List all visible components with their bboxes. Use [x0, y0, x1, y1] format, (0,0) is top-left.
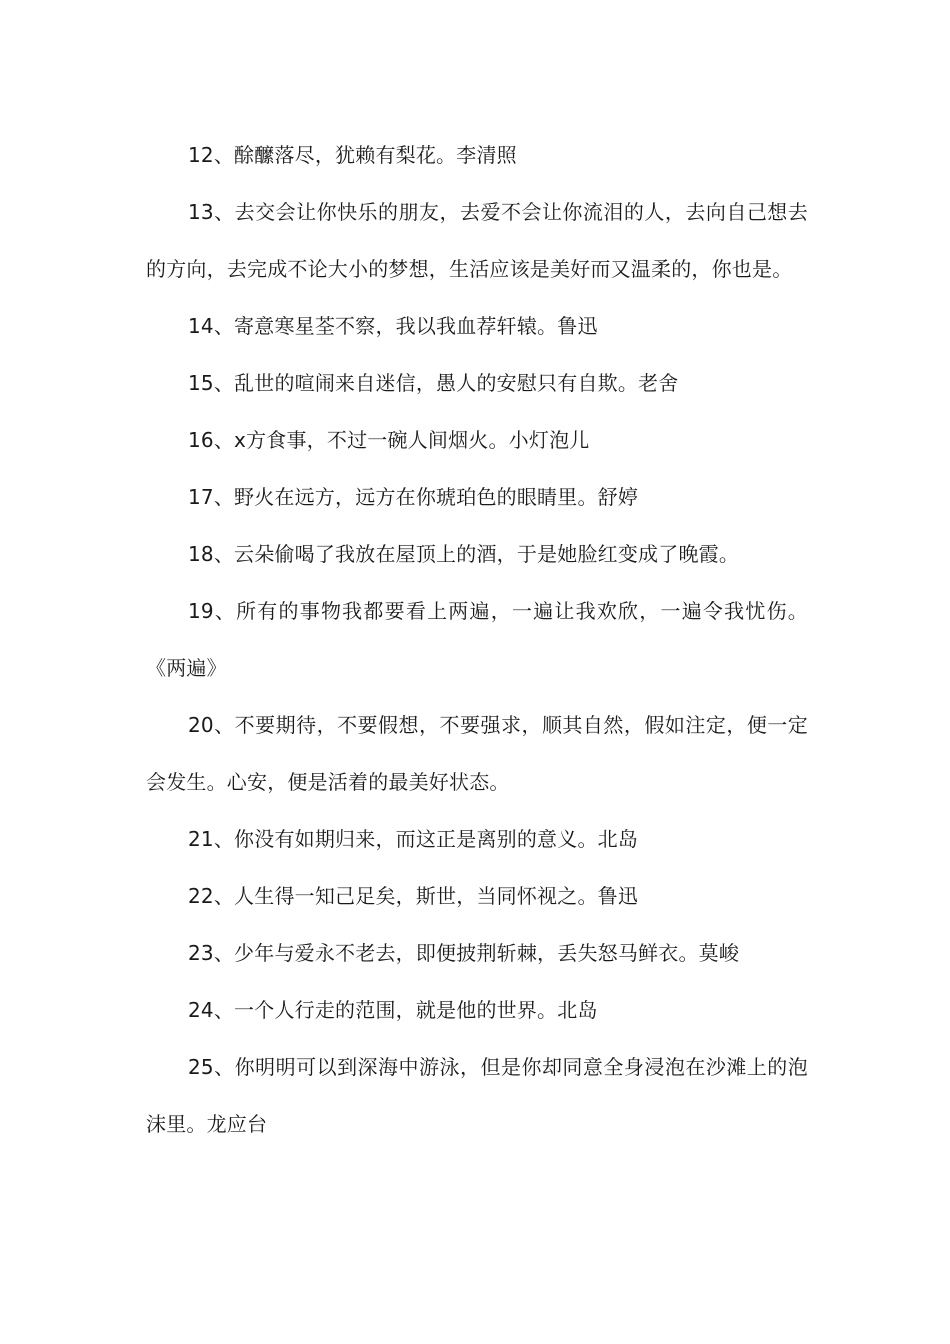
- paragraph-23: 23、少年与爱永不老去，即便披荆斩棘，丢失怒马鲜衣。莫峻: [188, 941, 740, 965]
- paragraph-14: 14、寄意寒星荃不察，我以我血荐轩辕。鲁迅: [188, 314, 598, 338]
- paragraph-22: 22、人生得一知己足矣，斯世，当同怀视之。鲁迅: [188, 884, 639, 908]
- paragraph-17: 17、野火在远方，远方在你琥珀色的眼睛里。舒婷: [188, 485, 639, 509]
- paragraph-13: 13、去交会让你快乐的朋友，去爱不会让你流泪的人，去向自己想去的方向，去完成不论大小的梦想，生活应该是美好而又温柔的，你也是。: [146, 200, 808, 281]
- paragraph-25: 25、你明明可以到深海中游泳，但是你却同意全身浸泡在沙滩上的泡沫里。龙应台: [146, 1055, 808, 1136]
- paragraph-20: 20、不要期待，不要假想，不要强求，顺其自然，假如注定，便一定会发生。心安，便是活着的最美好状态。: [146, 713, 808, 794]
- document-body: [146, 127, 808, 1153]
- paragraph-19: 19、所有的事物我都要看上两遍，一遍让我欢欣，一遍令我忧伤。《两遍》: [146, 599, 808, 680]
- paragraph-16: 16、x方食事，不过一碗人间烟火。小灯泡儿: [188, 428, 590, 452]
- paragraph-18: 18、云朵偷喝了我放在屋顶上的酒，于是她脸红变成了晚霞。: [188, 542, 740, 566]
- paragraph-21: 21、你没有如期归来，而这正是离别的意义。北岛: [188, 827, 639, 851]
- paragraph-24: 24、一个人行走的范围，就是他的世界。北岛: [188, 998, 598, 1022]
- paragraph-12: 12、酴醿落尽，犹赖有梨花。李清照: [188, 143, 517, 167]
- paragraph-15: 15、乱世的喧闹来自迷信，愚人的安慰只有自欺。老舍: [188, 371, 679, 395]
